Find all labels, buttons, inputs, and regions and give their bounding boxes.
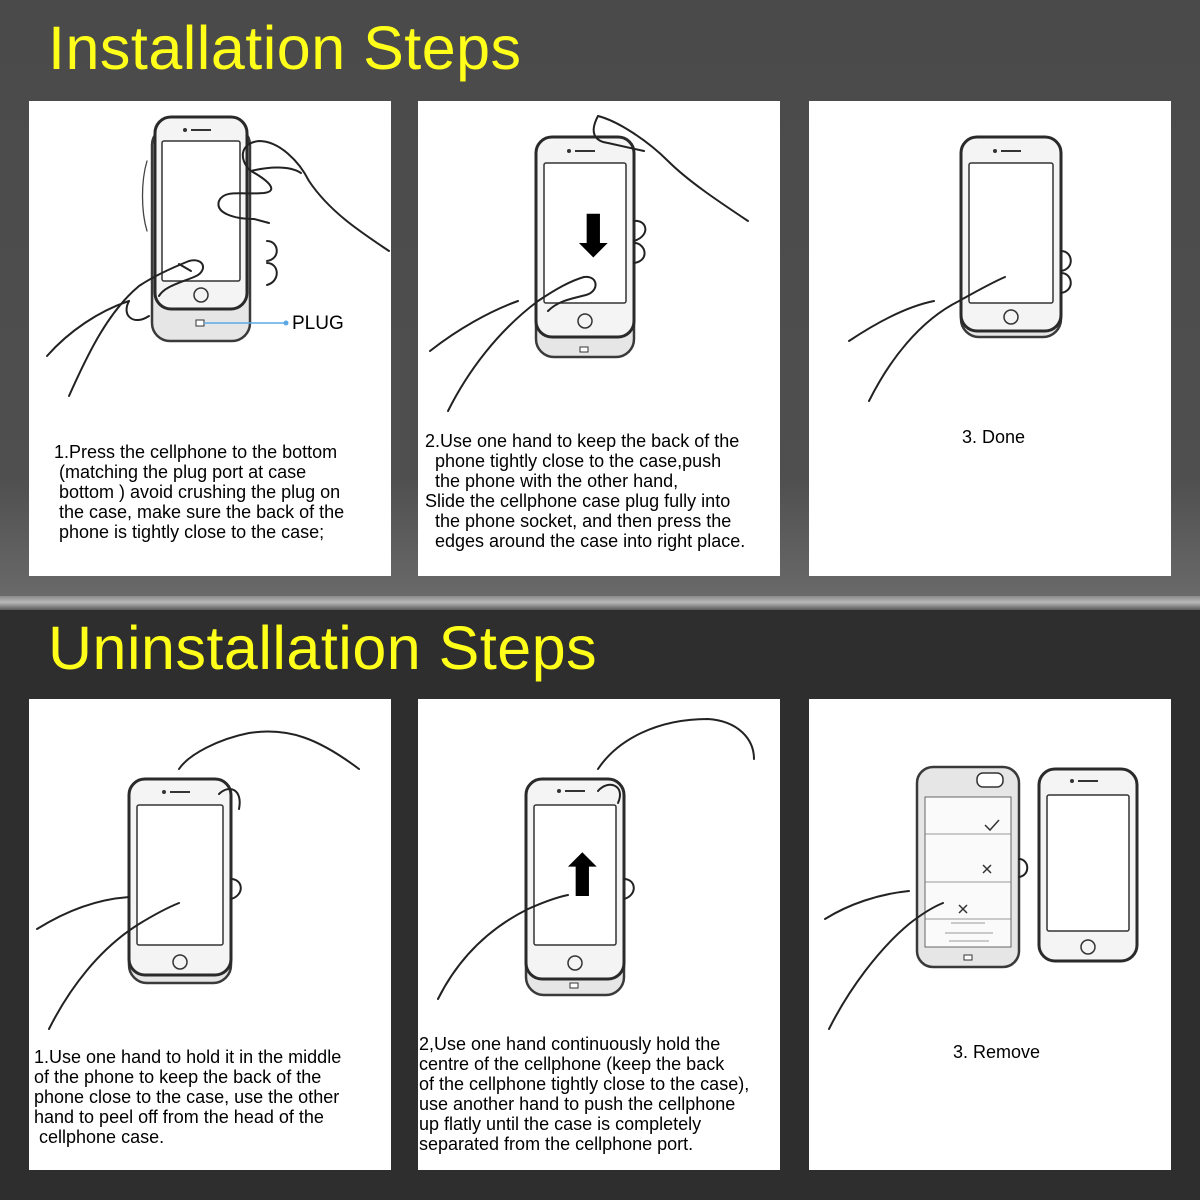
down-arrow-icon: ⬇ [569,202,618,270]
installation-step-1-caption: 1.Press the cellphone to the bottom (matching the plug port at case bottom ) avoid crushing the plug on the case, make sure the back of the phone is tightly close to the case; [54,442,345,542]
plug-label: PLUG [292,313,344,334]
uninstallation-step-3-caption: 3. Remove [953,1042,1041,1062]
installation-step-3-caption: 3. Done [962,427,1026,447]
uninstallation-step-1-panel [29,699,391,1170]
installation-step-3-illustration [809,101,1171,576]
uninstallation-step-1-caption: 1.Use one hand to hold it in the middle of the phone to keep the back of the phone close to the case, use the other hand to peel off from the head of the cellphone case. [34,1047,342,1147]
uninstallation-step-3-illustration [809,699,1171,1170]
installation-step-3-panel [809,101,1171,576]
up-arrow-icon: ⬆ [558,842,607,910]
installation-title: Installation Steps [48,14,522,82]
installation-step-1-panel [29,101,391,576]
uninstallation-step-2-panel [418,699,780,1170]
uninstallation-title: Uninstallation Steps [48,614,598,682]
installation-step-2-panel [418,101,780,576]
uninstallation-step-3-panel [809,699,1171,1170]
installation-step-2-caption: 2.Use one hand to keep the back of the phone tightly close to the case,push the phone with the other hand, Slide the cellphone case plug fully into the phone socket, and then press the edges around the case into right place. [425,431,746,551]
uninstallation-step-2-caption: 2,Use one hand continuously hold the centre of the cellphone (keep the back of the cellphone tightly close to the case), use another hand to push the cellphone up flatly until the case is completely separated from the cellphone port. [419,1034,750,1154]
section-divider [0,596,1200,610]
